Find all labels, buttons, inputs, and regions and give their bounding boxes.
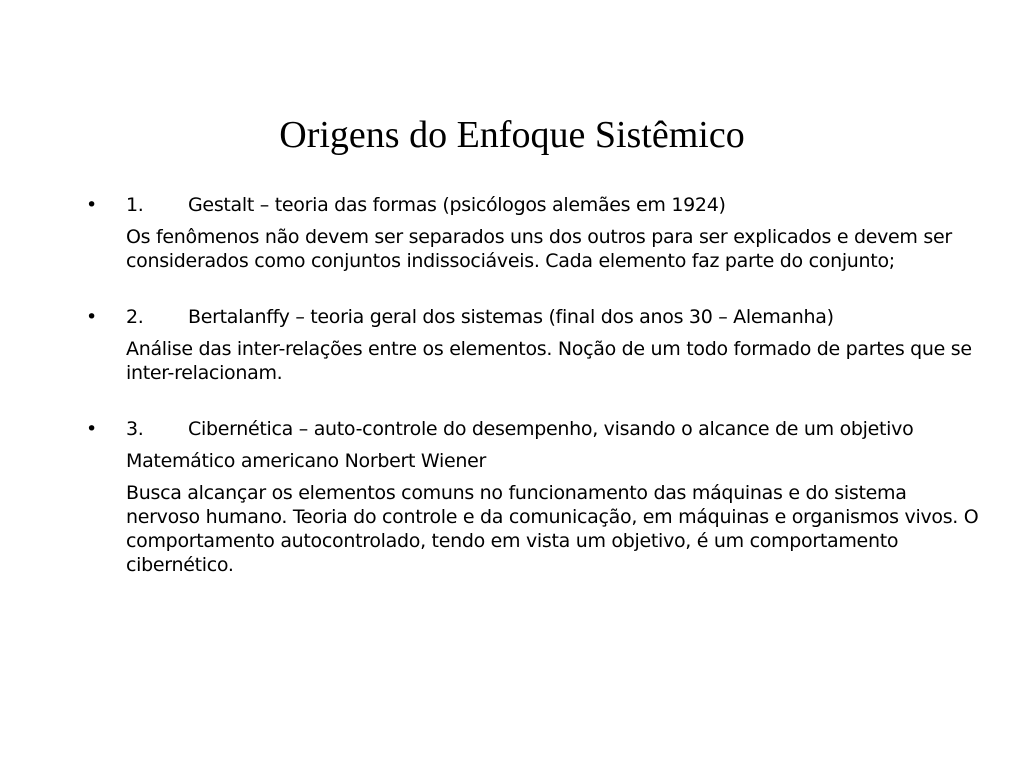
item-number: 2. bbox=[126, 306, 144, 328]
item-heading-text: Gestalt – teoria das formas (psicólogos alemães em 1924) bbox=[188, 194, 726, 216]
slide-title: Origens do Enfoque Sistêmico bbox=[279, 114, 745, 156]
bullet-heading bbox=[126, 193, 986, 217]
item-paragraph: Análise das inter-relações entre os elementos. Noção de um todo formado de partes que se inter-relacionam. bbox=[126, 338, 972, 384]
item-paragraph: Busca alcançar os elementos comuns no funcionamento das máquinas e do sistema nervoso humano. Teoria do controle e da comunicação, em máquinas e organismos vivos. O comportamento autocontrolado, tendo em vista um objetivo, é um comportamento cibernético. bbox=[126, 482, 979, 576]
item-heading-text: Cibernética – auto-controle do desempenho, visando o alcance de um objetivo bbox=[188, 418, 914, 440]
bullet-dot-icon: • bbox=[86, 418, 97, 440]
bullet-item-bertalanffy bbox=[86, 305, 986, 385]
item-paragraph: Matemático americano Norbert Wiener bbox=[126, 450, 486, 472]
item-heading-text: Bertalanffy – teoria geral dos sistemas (final dos anos 30 – Alemanha) bbox=[188, 306, 834, 328]
bullet-item-gestalt bbox=[86, 193, 986, 273]
bullet-heading bbox=[126, 305, 986, 329]
item-paragraph: Os fenômenos não devem ser separados uns dos outros para ser explicados e devem ser considerados como conjuntos indissociáveis. Cada elemento faz parte do conjunto; bbox=[126, 226, 952, 272]
bullet-item-cibernetica bbox=[86, 417, 986, 577]
item-number: 1. bbox=[126, 194, 144, 216]
bullet-heading bbox=[126, 417, 986, 441]
bullet-dot-icon: • bbox=[86, 194, 97, 216]
bullet-dot-icon: • bbox=[86, 306, 97, 328]
bullet-list bbox=[86, 193, 986, 577]
item-number: 3. bbox=[126, 418, 144, 440]
